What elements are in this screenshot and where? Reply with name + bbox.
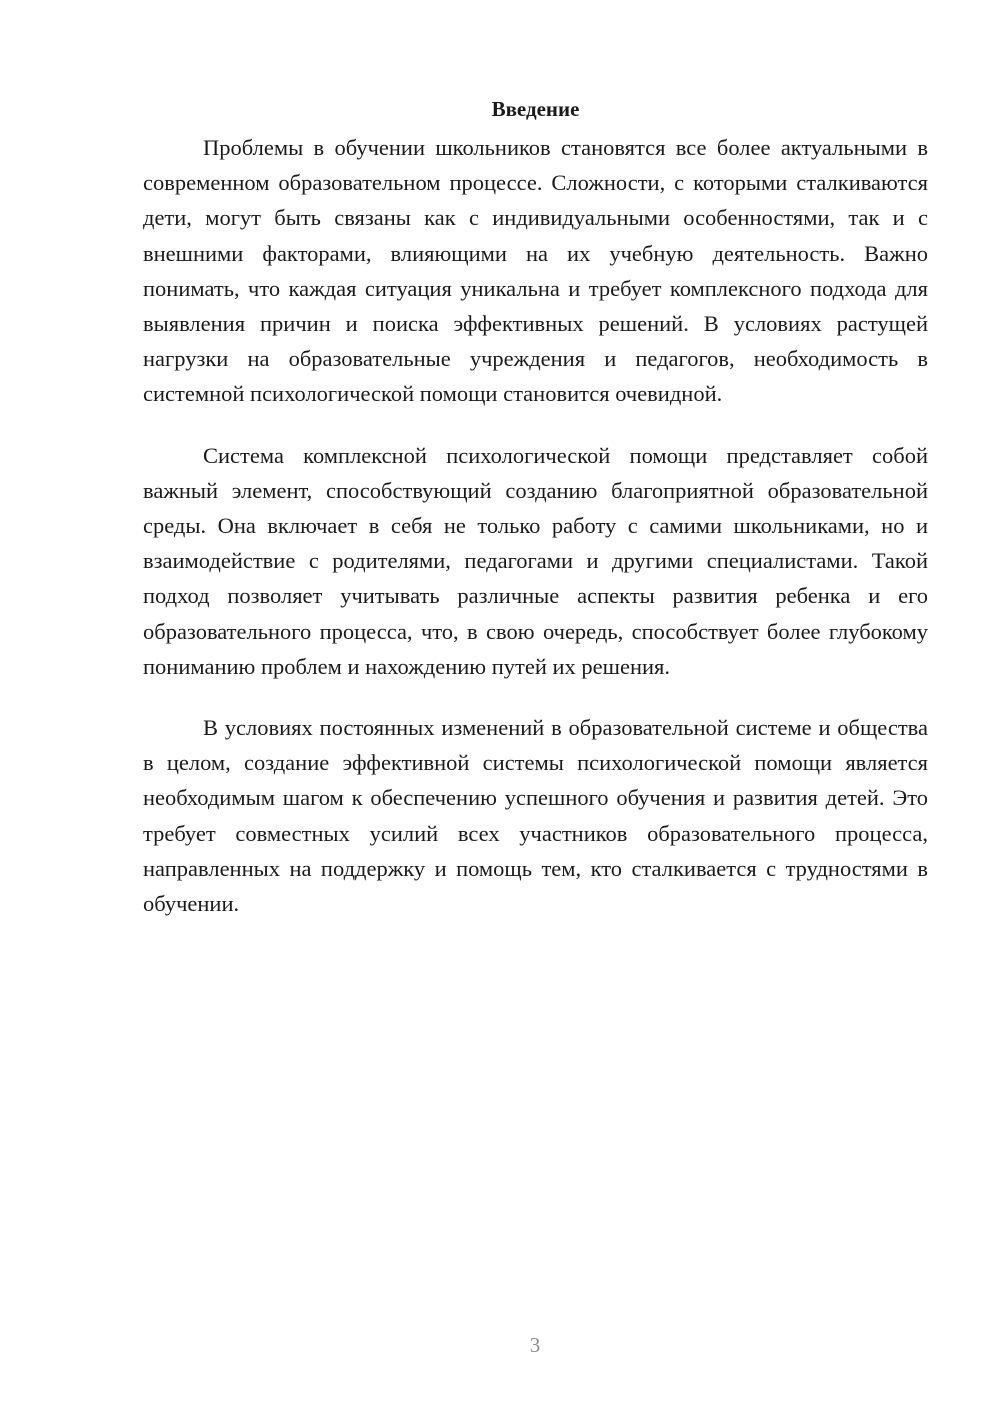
section-heading: Введение <box>491 97 580 121</box>
paragraph-3: В условиях постоянных изменений в образовательной системе и общества в целом, создание эффективной системы психологической помощи является необходимым шагом к обеспечению успешного обучения и развития детей. Это требует совместных усилий всех участников образовательного процесса, направленных на поддержку и помощь тем, кто сталкивается с трудностями в обучении. <box>143 715 928 917</box>
page-number: 3 <box>529 1333 541 1357</box>
paragraph-1: Проблемы в обучении школьников становятся все более актуальными в современном образовательном процессе. Сложности, с которыми сталкиваются дети, могут быть связаны как с индивидуальными особенностями, так и с внешними факторами, влияющими на их учебную деятельность. Важно понимать, что каждая ситуация уникальна и требует комплексного подхода для выявления причин и поиска эффективных решений. В условиях растущей нагрузки на образовательные учреждения и педагогов, необходимость в системной психологической помощи становится очевидной. <box>143 135 928 407</box>
paragraph-2: Система комплексной психологической помощи представляет собой важный элемент, способствующий созданию благоприятной образовательной среды. Она включает в себя не только работу с самими школьниками, но и взаимодействие с родителями, педагогами и другими специалистами. Такой подход позволяет учитывать различные аспекты развития ребенка и его образовательного процесса, что, в свою очередь, способствует более глубокому пониманию проблем и нахождению путей их решения. <box>143 442 928 679</box>
page-content <box>143 92 928 947</box>
